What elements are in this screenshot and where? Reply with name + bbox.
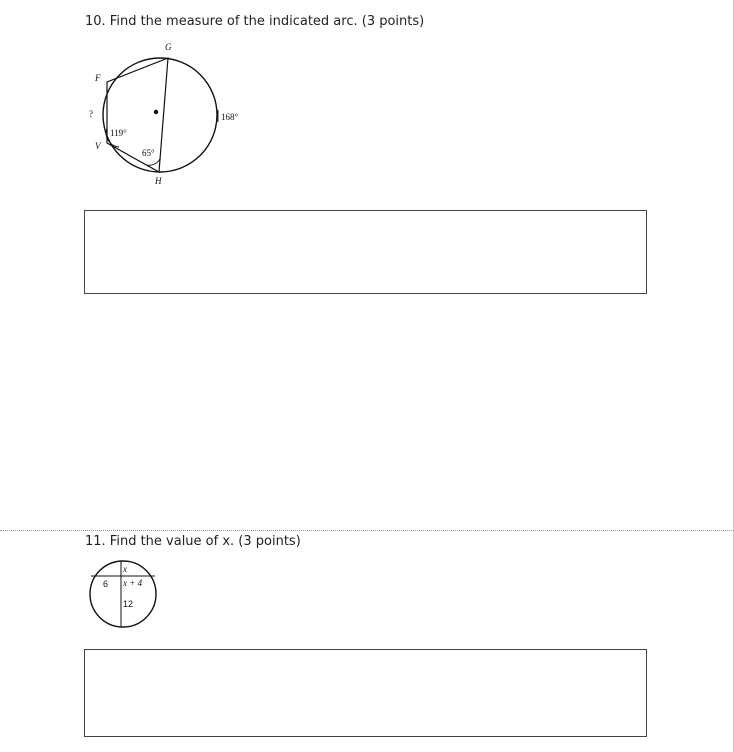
segment-top-label: x <box>123 564 127 574</box>
label-f: F <box>95 73 101 83</box>
angle-h-value: 65° <box>142 148 155 158</box>
question-divider <box>0 530 734 531</box>
question-11-title: 11. Find the value of x. (3 points) <box>85 534 301 549</box>
angle-v-value: 119° <box>110 128 127 138</box>
question-10-answer-box[interactable] <box>84 210 647 294</box>
label-g: G <box>165 42 172 52</box>
label-v: V <box>95 141 101 151</box>
segment-right-label: x + 4 <box>123 578 143 588</box>
question-11-answer-box[interactable] <box>84 649 647 737</box>
segment-left-label: 6 <box>103 579 109 589</box>
label-h: H <box>155 176 162 186</box>
label-unknown-arc: ? <box>89 109 93 119</box>
question-10-title: 10. Find the measure of the indicated arc. (3 points) <box>85 14 425 29</box>
segment-bottom-label: 12 <box>123 599 134 609</box>
arc-gh-value: 168° <box>221 112 239 122</box>
